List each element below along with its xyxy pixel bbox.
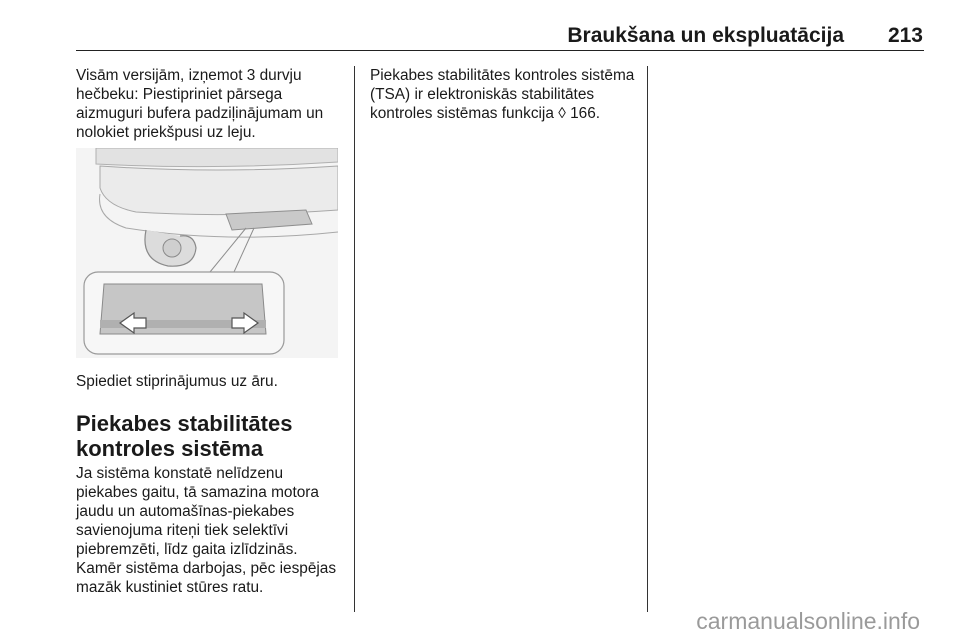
section-body: Ja sistēma konstatē nelīdzenu piekabes gaitu, tā samazina motora jaudu un automašīnas-piekabes savienojuma riteņi tiek selektīvi piebremzēti, līdz gaita izlīdzinās. Kamēr sistēma darbojas, pēc iespējas mazāk kustiniet stūres ratu. [76,465,337,596]
reference-page-link[interactable]: 166. [570,105,601,122]
column-divider-2 [647,66,648,612]
page-number: 213 [887,24,923,47]
illustration-svg [76,148,338,358]
header-rule [76,50,924,51]
column-divider-1 [354,66,355,612]
section-heading: Piekabes stabilitātes kontroles sistēma [76,411,293,461]
intro-paragraph: Visām versijām, izņemot 3 durvju hečbeku: Piestipriniet pārsega aizmuguri bufera padziļinājumam un nolokiet priekšpusi uz leju. [76,67,324,141]
figure-caption: Spiediet stiprinājumus uz āru. [76,373,278,390]
bumper-cover-illustration [76,148,338,358]
tsa-paragraph-text: Piekabes stabilitātes kontroles sistēma (TSA) ir elektroniskās stabilitātes kontroles sistēmas funkcija [370,67,635,122]
reference-arrow-icon: ◊ [558,105,566,122]
header-title: Braukšana un ekspluatācija [567,24,844,47]
tsa-paragraph [370,66,640,123]
watermark: carmanualsonline.info [696,608,920,634]
